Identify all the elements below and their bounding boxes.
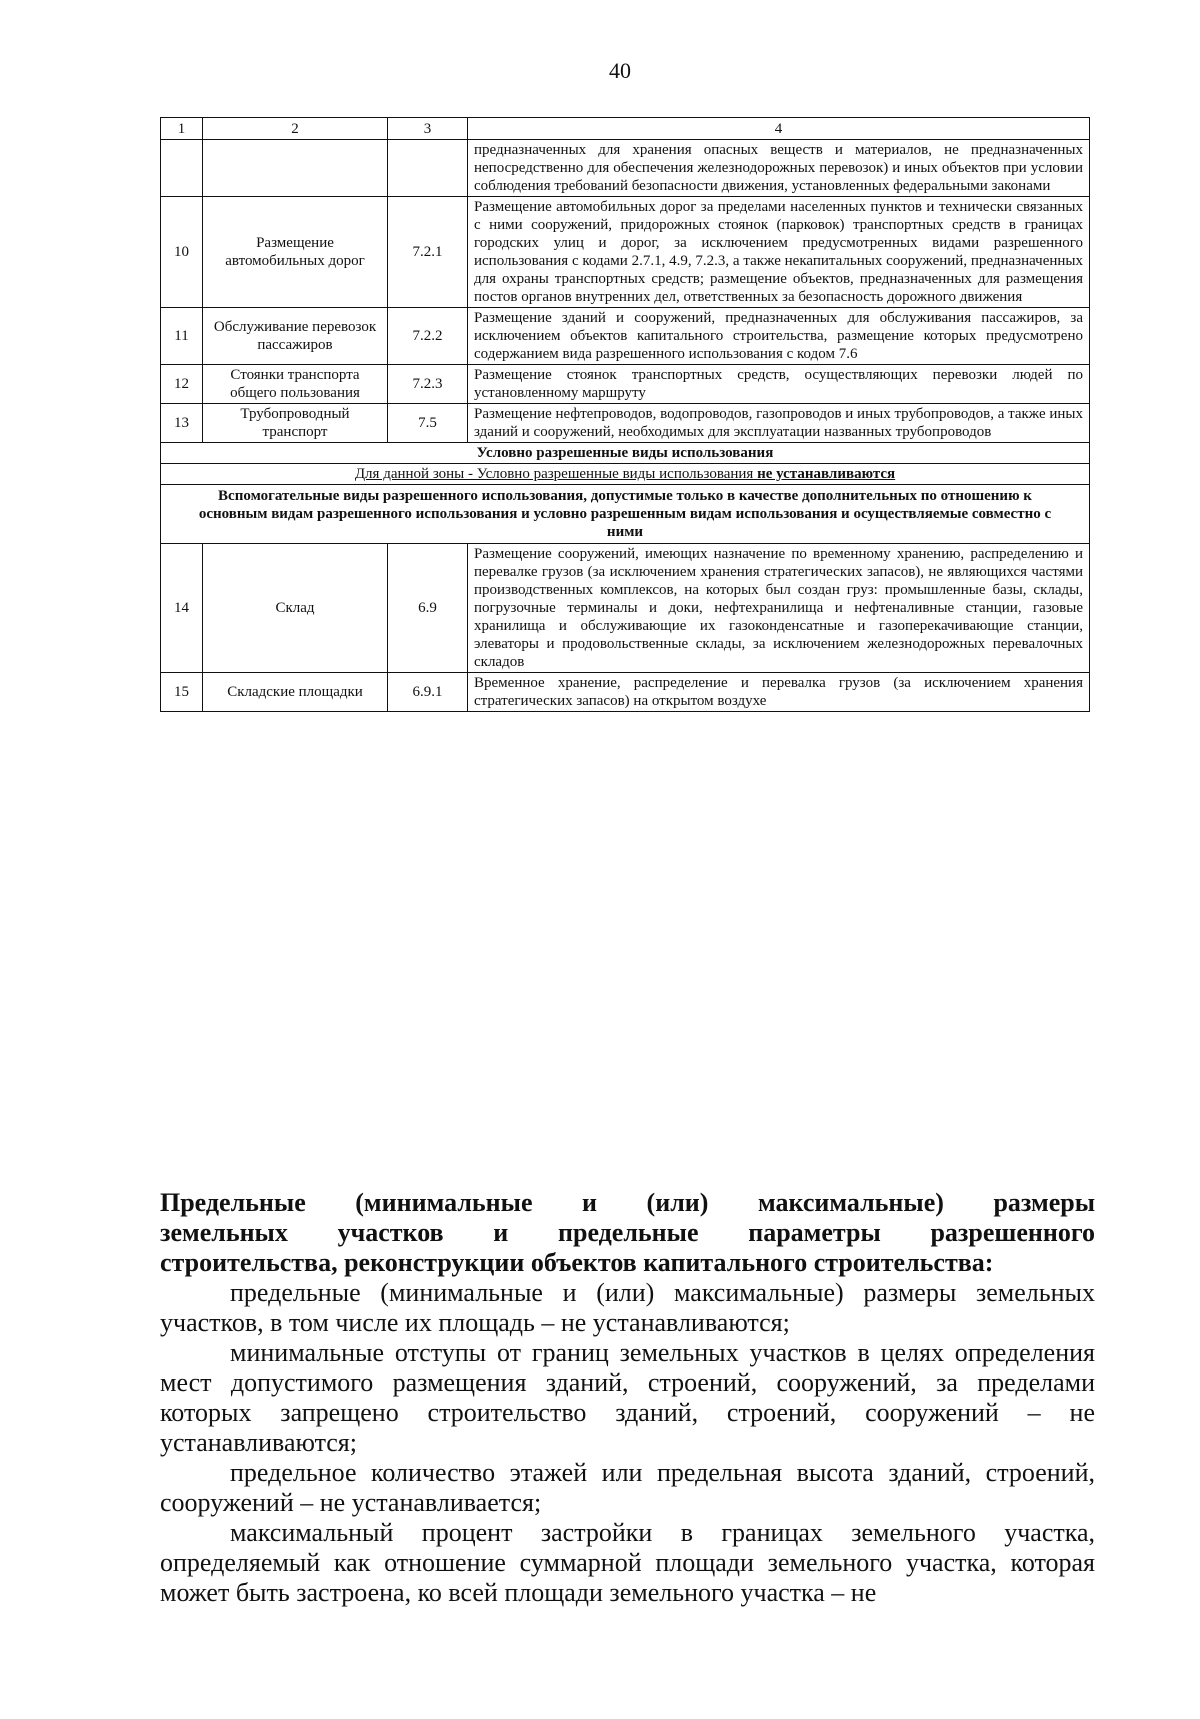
row-number: 14 <box>161 544 203 673</box>
row-name: Размещение автомобильных дорог <box>203 197 388 308</box>
table-row <box>161 140 1090 197</box>
conditional-uses-note <box>161 464 1090 485</box>
column-header: 3 <box>388 118 468 140</box>
conditional-uses-heading: Условно разрешенные виды использования <box>161 443 1090 464</box>
row-description: Размещение стоянок транспортных средств, осуществляющих перевозки людей по установленному маршруту <box>468 365 1090 404</box>
row-code: 6.9.1 <box>388 673 468 712</box>
column-header: 2 <box>203 118 388 140</box>
row-code: 7.2.1 <box>388 197 468 308</box>
section-heading-row <box>161 485 1090 544</box>
column-header: 1 <box>161 118 203 140</box>
paragraph: минимальные отступы от границ земельных участков в целях определения мест допустимого размещения зданий, строений, сооружений, за пределами которых запрещено строительство зданий, строений, сооружений – не устанавливаются; <box>160 1338 1095 1457</box>
table-row <box>161 673 1090 712</box>
land-use-table <box>160 117 1090 712</box>
row-name: Обслуживание перевозок пассажиров <box>203 308 388 365</box>
table-row <box>161 404 1090 443</box>
auxiliary-uses-heading: Вспомогательные виды разрешенного использования, допустимые только в качестве дополнительных по отношению к основным видам разрешенного использования и условно разрешенным видам использования и осуществляемые совместно с ними <box>161 485 1090 544</box>
row-number: 13 <box>161 404 203 443</box>
row-name: Склад <box>203 544 388 673</box>
section-heading-line: Предельные (минимальные и (или) максимальные) размеры <box>160 1188 1095 1217</box>
page-number: 40 <box>609 58 631 83</box>
row-number: 10 <box>161 197 203 308</box>
row-name: Трубопроводный транспорт <box>203 404 388 443</box>
row-name: Стоянки транспорта общего пользования <box>203 365 388 404</box>
section-note-row <box>161 464 1090 485</box>
note-prefix: Для данной зоны - Условно разрешенные виды использования <box>354 466 758 482</box>
table-row <box>161 365 1090 404</box>
table-row <box>161 197 1090 308</box>
row-code: 6.9 <box>388 544 468 673</box>
row-number: 11 <box>161 308 203 365</box>
table-row <box>161 544 1090 673</box>
section-heading-line: строительства, реконструкции объектов капитального строительства: <box>160 1248 994 1277</box>
row-description: Размещение зданий и сооружений, предназначенных для обслуживания пассажиров, за исключением объектов капитального строительства, размещение которых предусмотрено содержанием вида разрешенного использования с кодом 7.6 <box>468 308 1090 365</box>
note-bold: не устанавливаются <box>757 466 896 482</box>
paragraph: предельное количество этажей или предельная высота зданий, строений, сооружений – не устанавливается; <box>160 1458 1095 1517</box>
row-number: 15 <box>161 673 203 712</box>
paragraph: предельные (минимальные и (или) максимальные) размеры земельных участков, в том числе их площадь – не устанавливаются; <box>160 1278 1095 1337</box>
body-text <box>160 1188 1095 1608</box>
column-header: 4 <box>468 118 1090 140</box>
paragraph: максимальный процент застройки в границах земельного участка, определяемый как отношение суммарной площади земельного участка, которая может быть застроена, ко всей площади земельного участка – не <box>160 1518 1095 1607</box>
row-code: 7.2.3 <box>388 365 468 404</box>
table-header-row <box>161 118 1090 140</box>
table-row <box>161 308 1090 365</box>
row-code: 7.5 <box>388 404 468 443</box>
section-heading-line: земельных участков и предельные параметры разрешенного <box>160 1218 1095 1247</box>
row-description: Размещение нефтепроводов, водопроводов, газопроводов и иных трубопроводов, а также иных зданий и сооружений, необходимых для эксплуатации названных трубопроводов <box>468 404 1090 443</box>
section-heading-row <box>161 443 1090 464</box>
row-code: 7.2.2 <box>388 308 468 365</box>
row-number: 12 <box>161 365 203 404</box>
row-name: Складские площадки <box>203 673 388 712</box>
row-description: предназначенных для хранения опасных веществ и материалов, не предназначенных непосредственно для обеспечения железнодорожных перевозок) и иных объектов при условии соблюдения требований безопасности движения, установленных федеральными законами <box>468 140 1090 197</box>
row-description: Временное хранение, распределение и перевалка грузов (за исключением хранения стратегических запасов) на открытом воздухе <box>468 673 1090 712</box>
row-description: Размещение сооружений, имеющих назначение по временному хранению, распределению и перевалке грузов (за исключением хранения стратегических запасов), не являющихся частями производственных комплексов, на которых был создан груз: промышленные базы, склады, погрузочные терминалы и доки, нефтехранилища и нефтеналивные станции, газовые хранилища и обслуживающие их газоконденсатные и газоперекачивающие станции, элеваторы и продовольственные склады, за исключением железнодорожных перевалочных складов <box>468 544 1090 673</box>
row-description: Размещение автомобильных дорог за пределами населенных пунктов и технически связанных с ними сооружений, придорожных стоянок (парковок) транспортных средств в границах городских улиц и дорог, за исключением предусмотренных видами разрешенного использования с кодами 2.7.1, 4.9, 7.2.3, а также некапитальных сооружений, предназначенных для охраны транспортных средств; размещение объектов, предназначенных для размещения постов органов внутренних дел, ответственных за безопасность дорожного движения <box>468 197 1090 308</box>
